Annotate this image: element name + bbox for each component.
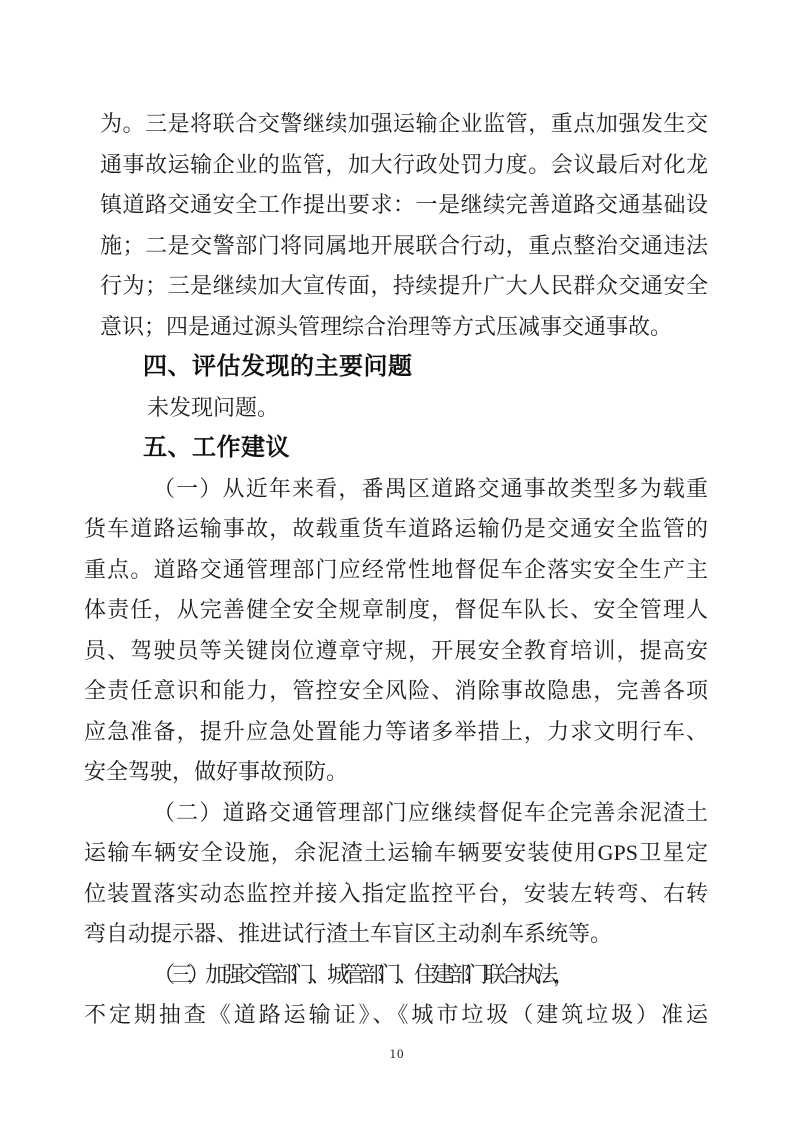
text-line: 镇道路交通安全工作提出要求：一是继续完善道路交通基础设 xyxy=(100,192,708,217)
text-line: 通事故运输企业的监管，加大行政处罚力度。会议最后对化龙 xyxy=(100,151,708,177)
section-heading: 五、工作建议 xyxy=(143,434,290,461)
text-line: 未发现问题。 xyxy=(147,394,280,420)
text-line: 员、驾驶员等关键岗位遵章守规，开展安全教育培训，提高安 xyxy=(84,637,708,663)
text-line: 运输车辆安全设施，余泥渣土运输车辆要安装使用GPS卫星定 xyxy=(84,840,708,865)
text-line: （三）加强交管部门、城管部门、住建部门联合执法， xyxy=(153,961,571,987)
text-line: 不定期抽查《道路运输证》、《城市垃圾（建筑垃圾）准运 xyxy=(84,1002,708,1027)
text-line: 位装置落实动态监控并接入指定监控平台，安装左转弯、右转 xyxy=(84,880,708,906)
text-line: 体责任，从完善健全安全规章制度，督促车队长、安全管理人 xyxy=(84,597,708,622)
text-line: 应急准备，提升应急处置能力等诸多举措上，力求文明行车、 xyxy=(84,718,708,744)
text-line: 全责任意识和能力，管控安全风险、消除事故隐患，完善各项 xyxy=(84,678,708,703)
document-body xyxy=(84,104,708,1036)
text-line: 施；二是交警部门将同属地开展联合行动，重点整治交通违法 xyxy=(100,232,708,258)
text-line: 货车道路运输事故，故载重货车道路运输仍是交通安全监管的 xyxy=(84,516,708,541)
section-heading: 四、评估发现的主要问题 xyxy=(143,353,413,380)
text-line: 意识；四是通过源头管理综合治理等方式压减事交通事故。 xyxy=(100,313,673,339)
text-line: 弯自动提示器、推进试行渣土车盲区主动刹车系统等。 xyxy=(84,921,613,946)
text-line: （一）从近年来看，番禺区道路交通事故类型多为载重 xyxy=(153,475,708,501)
text-line: 重点。道路交通管理部门应经常性地督促车企落实安全生产主 xyxy=(84,556,708,582)
text-line: 为。三是将联合交警继续加强运输企业监管，重点加强发生交 xyxy=(100,111,708,136)
text-line: 行为；三是继续加大宣传面，持续提升广大人民群众交通安全 xyxy=(100,273,708,298)
text-line: 安全驾驶，做好事故预防。 xyxy=(84,759,349,784)
text-line: （二）道路交通管理部门应继续督促车企完善余泥渣土 xyxy=(153,799,708,825)
page-number: 10 xyxy=(389,1046,405,1061)
